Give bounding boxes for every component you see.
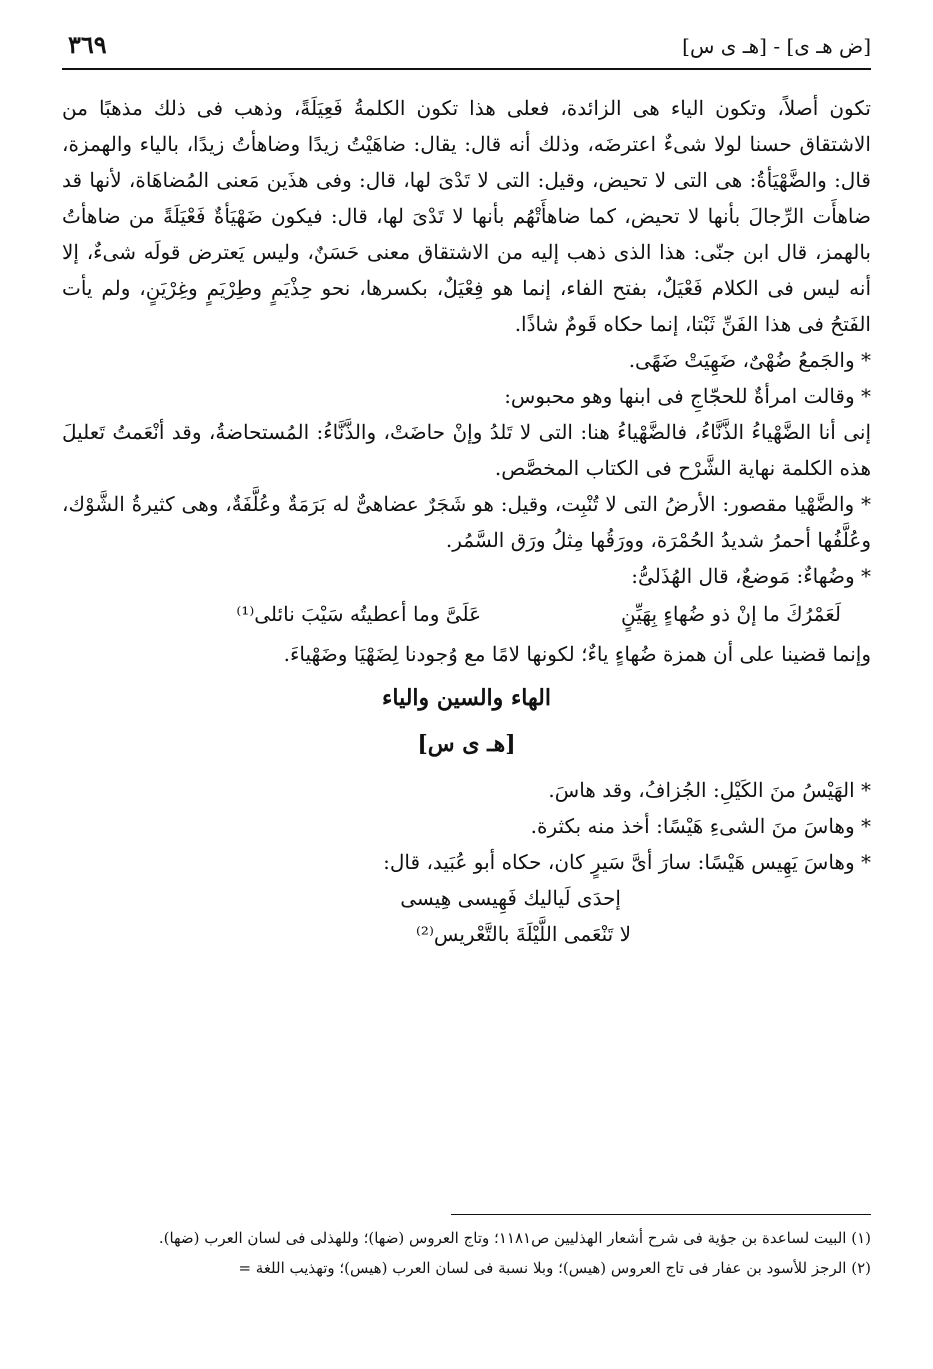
section-reference: [ض هـ ى] - [هـ ى س]: [682, 34, 871, 58]
entry-hays-measure: * الهَيْسُ منَ الكَيْلِ: الجُزافُ، وقد هاسَ.: [548, 778, 871, 802]
poem-verse: [62, 596, 871, 636]
entry-hays-travel: * وهاسَ يَهِيس هَيْسًا: سارَ أىَّ سَيرٍ كان، حكاه أبو عُبَيد، قال:: [383, 850, 871, 874]
verse-commentary: وإنما قضينا على أن همزة ضُهاءٍ ياءٌ؛ لكونها لامًا مع وُجودنا لِضَهْيَا وضَهْياءَ.: [283, 642, 871, 666]
main-text: [62, 90, 871, 952]
rajaz-line-1: إحدَى لَياليك فَهِيسى هِيسى: [400, 886, 621, 910]
footnote-2: (٢) الرجز للأسود بن عفار فى تاج العروس (هيس)؛ وبلا نسبة فى لسان العرب (هيس)؛ وتهذيب اللغة =: [238, 1259, 871, 1277]
paragraph-continued-entry: تكون أصلاً، وتكون الياء هى الزائدة، فعلى هذا تكون الكلمةُ فَعِيَلَةً، وذهب فى ذلك مذهبًا من الاشتقاق حسنا لولا شىءٌ اعترضَه، وذلك أنه قال: يقال: ضاهَيْتُ زيدًا وضاهأتُ زيدًا، بالياء والهمزة، قال: والضَّهْيَأةُ: هى التى لا تحيض، وقيل: التى لا تَدْىَ لها، قال: وفى هذَين مَعنى المُضاهَاة، لأنها قد ضاهأَت الرِّجالَ بأنها لا تحيض، كما ضاهأَتْهُم بأنها لا تَدْىَ لها، قال: فيكون ضَهْيَأةٌ فَعْيَلَةً من ضاهأتُ بالهمز، قال ابن جنّى: هذا الذى ذهب إليه من الاشتقاق معنى حَسَنٌ، وليس يَعترض قولَه شىءٌ، إلا أنه ليس فى الكلام فَعْيَلٌ، بفتح الفاء، إنما هو فِعْيَلٌ، بكسرها، نحو حِذْيَمٍ وطِرْيَمٍ وغِرْيَنٍ، ولم يأت الفَتحُ فى هذا الفَنِّ ثَبْتا، إنما حكاه قَومٌ شاذًا.: [62, 96, 871, 336]
quote-explanation: إنى أنا الضَّهْياءُ الذَّنَّاءُ، فالضَّهْياءُ هنا: التى لا تَلدُ وإنْ حاضَتْ، والذَّنَّاءُ: المُستحاضةُ، وقد أنْعَمتُ تَعليلَ هذه الكلمة نهاية الشَّرْح فى الكتاب المخصَّص.: [62, 420, 871, 480]
page-number: ٣٦٩: [68, 30, 107, 59]
footnote-divider: [451, 1214, 871, 1215]
rajaz-line-2: لا تَنْعَمى اللَّيْلَةَ بالتَّعْريس⁽²⁾: [415, 922, 631, 946]
section-heading: الهاء والسين والياء: [382, 685, 551, 711]
footnotes: [62, 1224, 871, 1284]
verse-first-hemistich: لَعَمْرُكَ ما إنْ ذو ضُهاءٍ بِهَيِّنٍ: [621, 602, 841, 626]
root-heading: [هـ ى س]: [417, 731, 516, 757]
entry-woman-saying: * وقالت امرأةٌ للحجّاجِ فى ابنها وهو محبوس:: [504, 384, 871, 408]
entry-hays-take: * وهاسَ منَ الشىءِ هَيْسًا: أخذ منه بكثرة.: [530, 814, 871, 838]
header-divider: [62, 68, 871, 70]
entry-dahya: * والضَّهْيا مقصور: الأرضُ التى لا تُنْبِت، وقيل: هو شَجَرٌ عضاهىٌّ له بَرَمَةٌ وعُلَّفَةٌ، وهى كثيرةُ الشَّوْك، وعُلَّفُها أحمرُ شديدُ الحُمْرَة، وورَقُها مِثلُ ورَق السَّمُر.: [62, 492, 871, 552]
entry-plural: * والجَمعُ ضُهْىٌ، ضَهِيَتْ ضَهًى.: [628, 348, 871, 372]
footnote-1: (١) البيت لساعدة بن جؤية فى شرح أشعار الهذليين ص١١٨١؛ وتاج العروس (ضها)؛ وللهذلى فى لسان العرب (ضها).: [158, 1229, 871, 1247]
page-header: [62, 30, 871, 64]
entry-duhaa-place: * وضُهاءٌ: مَوضعٌ، قال الهُذَلىُّ:: [631, 564, 871, 588]
verse-second-hemistich: عَلَىَّ وما أعطيتُه سَيْبَ نائلى⁽¹⁾: [236, 602, 481, 626]
